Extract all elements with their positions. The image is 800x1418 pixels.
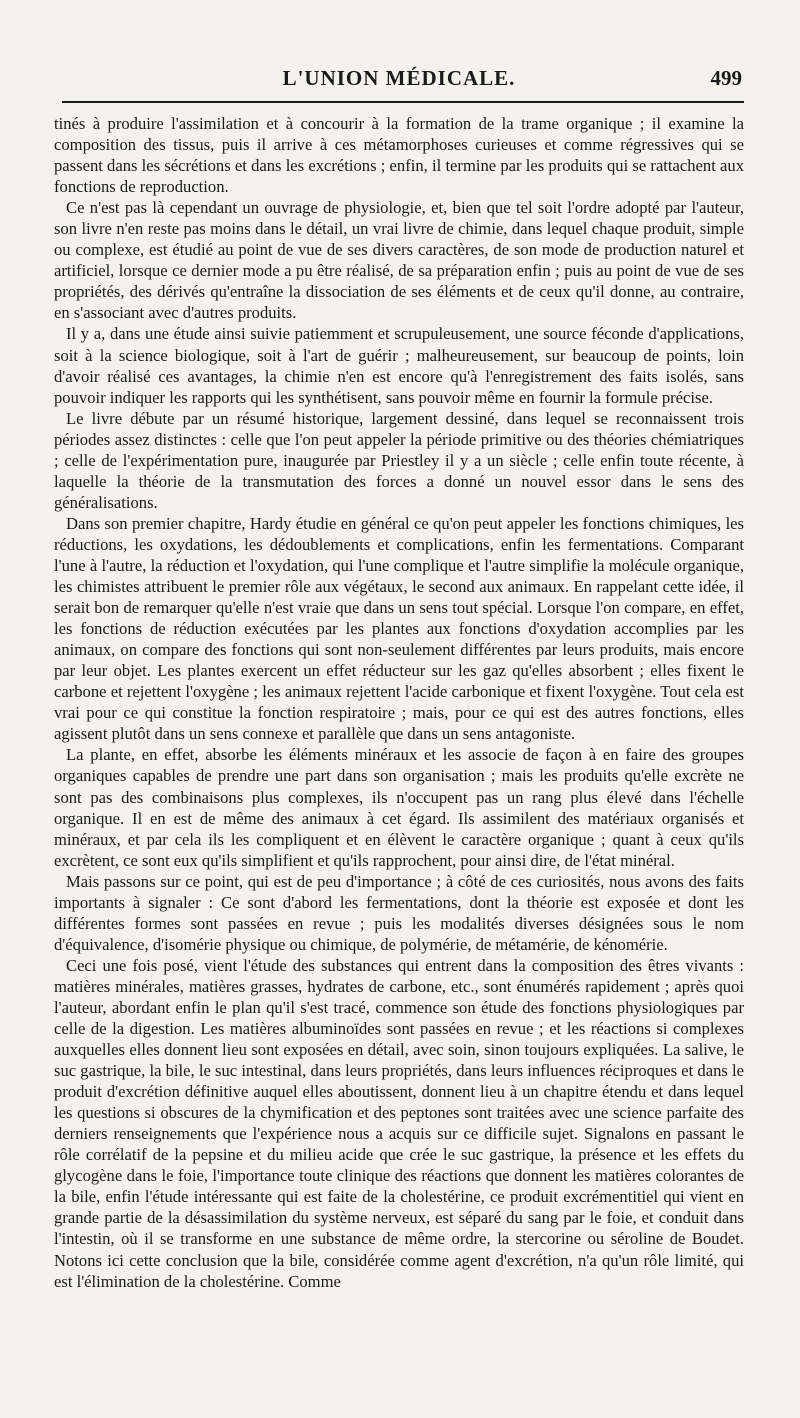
header-rule [62, 101, 744, 103]
body-text [54, 113, 744, 1292]
paragraph: Ceci une fois posé, vient l'étude des substances qui entrent dans la composition des êtres vivants : matières minérales, matières grasses, hydrates de carbone, etc., sont énumérés rapidement ; après quoi l'auteur, abordant enfin le plan qu'il s'est tracé, commence son étude des fonctions physiologiques par celle de la digestion. Les matières albuminoïdes sont passées en revue ; et les réactions si complexes auxquelles elles donnent lieu sont exposées en détail, avec soin, sinon toujours expliquées. La salive, le suc gastrique, la bile, le suc intestinal, dans leurs propriétés, dans leurs influences réciproques et dans le produit d'excrétion définitive auquel elles aboutissent, donnent lieu à un chapitre étendu et dans lequel les questions si obscures de la chymification et des peptones sont traitées avec une science parfaite des derniers renseignements que l'expérience nous a acquis sur ce difficile sujet. Signalons en passant le rôle corrélatif de la pepsine et du milieu acide que crée le suc gastrique, la présence et les effets du glycogène dans le foie, l'importance toute clinique des réactions que donnent les matières colorantes de la bile, enfin l'étude intéressante qui est faite de la cholestérine, ce produit excrémentitiel qui vient en grande partie de la désassimilation du système nerveux, est séparé du sang par le foie, et conduit dans l'intestin, où il se transforme en une substance de même ordre, la stercorine ou séroline de Boudet. Notons ici cette conclusion que la bile, considérée comme agent d'excrétion, n'a qu'un rôle limité, qui est l'élimination de la cholestérine. Comme [54, 955, 744, 1291]
paragraph: Mais passons sur ce point, qui est de peu d'importance ; à côté de ces curiosités, nous avons des faits importants à signaler : Ce sont d'abord les fermentations, dont la théorie est exposée et dont les différentes formes sont passées en revue ; puis les modalités diverses désignées sous le nom d'équivalence, d'isomérie physique ou chimique, de polymérie, de métamérie, de kénomérie. [54, 871, 744, 954]
page-header [54, 0, 744, 96]
page-number: 499 [710, 66, 742, 90]
paragraph: La plante, en effet, absorbe les éléments minéraux et les associe de façon à en faire des groupes organiques capables de prendre une part dans son organisation ; mais les produits qu'elle excrète ne sont pas des combinaisons plus complexes, ils n'occupent pas un rang plus élevé dans l'échelle organique. Il en est de même des animaux à cet égard. Ils assimilent des matériaux organisés et minéraux, et par cela ils les compliquent et en élèvent le caractère organique ; quant à ceux qu'ils excrètent, ce sont eux qu'ils simplifient et qu'ils rapprochent, pour ainsi dire, de l'état minéral. [54, 745, 744, 870]
running-title: L'UNION MÉDICALE. [282, 66, 516, 90]
paragraph: Il y a, dans une étude ainsi suivie patiemment et scrupuleusement, une source féconde d'applications, soit à la science biologique, soit à l'art de guérir ; malheureusement, sur beaucoup de points, loin d'avoir réalisé ces avantages, la chimie n'en est encore qu'à l'enregistrement des faits isolés, sans pouvoir indiquer les rapports qui les synthétisent, sans pouvoir même en fournir la formule précise. [54, 324, 744, 407]
paragraph: tinés à produire l'assimilation et à concourir à la formation de la trame organique ; il examine la composition des tissus, puis il arrive à ces métamorphoses curieuses et comme régressives qui se passent dans les sécrétions et dans les excrétions ; enfin, il termine par les produits qui se rattachent aux fonctions de reproduction. [54, 114, 744, 197]
paragraph: Ce n'est pas là cependant un ouvrage de physiologie, et, bien que tel soit l'ordre adopté par l'auteur, son livre n'en reste pas moins dans le détail, un vrai livre de chimie, dans lequel chaque produit, simple ou complexe, est étudié au point de vue de ses divers caractères, de son mode de production naturel et artificiel, lorsque ce dernier mode a pu être réalisé, de sa préparation enfin ; puis au point de vue de ses propriétés, des dérivés qu'entraîne la dissociation de ses éléments et de ceux qu'il donne, au contraire, en s'associant avec d'autres produits. [54, 198, 744, 323]
paragraph: Dans son premier chapitre, Hardy étudie en général ce qu'on peut appeler les fonctions chimiques, les réductions, les oxydations, les dédoublements et complications, enfin les fermentations. Comparant l'une à l'autre, la réduction et l'oxydation, qui l'une complique et l'autre simplifie la molécule organique, les chimistes attribuent le premier rôle aux végétaux, le second aux animaux. En rappelant cette idée, il serait bon de remarquer qu'elle n'est vraie que dans un sens tout spécial. Lorsque l'on compare, en effet, les fonctions de réduction exécutées par les plantes aux fonctions d'oxydation accomplies par les animaux, on compare des fonctions qui sont non-seulement différentes par leurs produits, mais encore par leur objet. Les plantes exercent un effet réducteur sur les gaz qu'elles absorbent ; elles fixent le carbone et rejettent l'oxygène ; les animaux rejettent l'acide carbonique et fixent l'oxygène. Tout cela est vrai pour ce qui constitue la fonction respiratoire ; mais, pour ce qui est des autres fonctions, elles agissent plutôt dans un sens connexe et parallèle que dans un sens antagoniste. [54, 513, 744, 744]
paragraph: Le livre débute par un résumé historique, largement dessiné, dans lequel se reconnaissent trois périodes assez distinctes : celle que l'on peut appeler la période primitive ou des théories chémiatriques ; celle de l'expérimentation pure, inaugurée par Priestley il y a un siècle ; celle enfin toute récente, à laquelle la théorie de la transmutation des forces a donné un nouvel essor dans le sens des généralisations. [54, 408, 744, 512]
